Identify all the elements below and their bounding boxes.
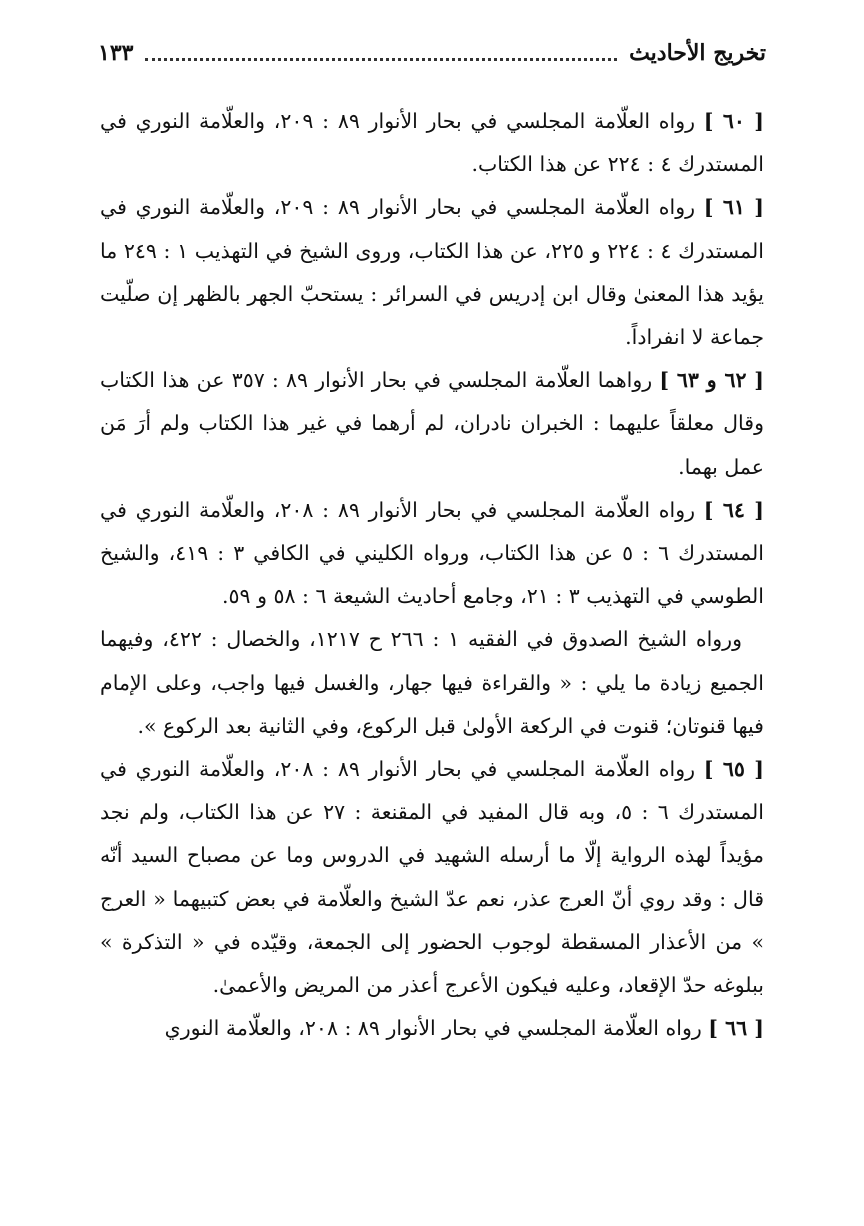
dotted-leader [145,58,617,61]
note-text: رواه العلّامة المجلسي في بحار الأنوار ٨٩ : ٢٠٨، والعلّامة النوري في المستدرك ٦ : ٥، وبه قال المفيد في المقنعة : ٢٧ عن هذا الكتاب، ولم نجد مؤيداً لهذه الرواية إلّا ما أرسله الشهيد في الدروس وما عن مصباح السيد أنّه قال : وقد روي أنّ العرج عذر، نعم عدّ الشيخ والعلّامة في بعض كتبيهما « العرج » من الأعذار المسقطة لوجوب الحضور إلى الجمعة، وقيّده في « التذكرة » ببلوغه حدّ الإقعاد، وعليه فيكون الأعرج أعذر من المريض والأعمىٰ. [100,757,764,998]
note-61 [100,186,764,359]
note-64-continuation [100,618,764,748]
note-64 [100,489,764,619]
page-header [98,28,766,78]
note-text: رواه العلّامة المجلسي في بحار الأنوار ٨٩ : ٢٠٨، والعلّامة النوري في المستدرك ٦ : ٥ عن هذا الكتاب، ورواه الكليني في الكافي ٣ : ٤١٩، والشيخ الطوسي في التهذيب ٣ : ٢١، وجامع أحاديث الشيعة ٦ : ٥٨ و ٥٩. [100,497,764,609]
note-65 [100,748,764,1007]
note-60 [100,100,764,186]
note-ref: [ ٦٦ ] [708,1016,764,1041]
page-body [100,100,764,1050]
note-ref: [ ٦٠ ] [703,109,764,133]
note-ref: [ ٦٤ ] [703,497,764,522]
note-ref: [ ٦١ ] [703,195,764,220]
note-62-63 [100,359,764,489]
note-text: رواه العلّامة المجلسي في بحار الأنوار ٨٩ : ٢٠٩، والعلّامة النوري في المستدرك ٤ : ٢٢٤ عن هذا الكتاب. [100,109,764,177]
note-ref: [ ٦٥ ] [703,757,764,782]
note-text: ورواه الشيخ الصدوق في الفقيه ١ : ٢٦٦ ح ١٢١٧، والخصال : ٤٢٢، وفيهما الجميع زيادة ما يلي : « والقراءة فيها جهار، والغسل فيها واجب، وعلى الإمام فيها قنوتان؛ قنوت في الركعة الأولىٰ قبل الركوع، وفي الثانية بعد الركوع ». [100,627,764,738]
note-text: رواهما العلّامة المجلسي في بحار الأنوار ٨٩ : ٣٥٧ عن هذا الكتاب وقال معلقاً عليهما : الخبران نادران، لم أرهما في غير هذا الكتاب ولم أرَ مَن عمل بهما. [100,368,764,479]
note-ref: [ ٦٢ و ٦٣ ] [659,368,764,393]
note-66 [100,1007,764,1050]
running-title: تخريج الأحاديث [629,40,766,66]
note-text: رواه العلّامة المجلسي في بحار الأنوار ٨٩ : ٢٠٩، والعلّامة النوري في المستدرك ٤ : ٢٢٤ و ٢٢٥، عن هذا الكتاب، وروى الشيخ في التهذيب ١ : ٢٤٩ ما يؤيد هذا المعنىٰ وقال ابن إدريس في السرائر : يستحبّ الجهر بالظهر إن صلّيت جماعة لا انفراداً. [100,195,764,350]
note-text: رواه العلّامة المجلسي في بحار الأنوار ٨٩ : ٢٠٨، والعلّامة النوري [164,1016,709,1041]
page-number: ١٣٣ [98,40,134,66]
